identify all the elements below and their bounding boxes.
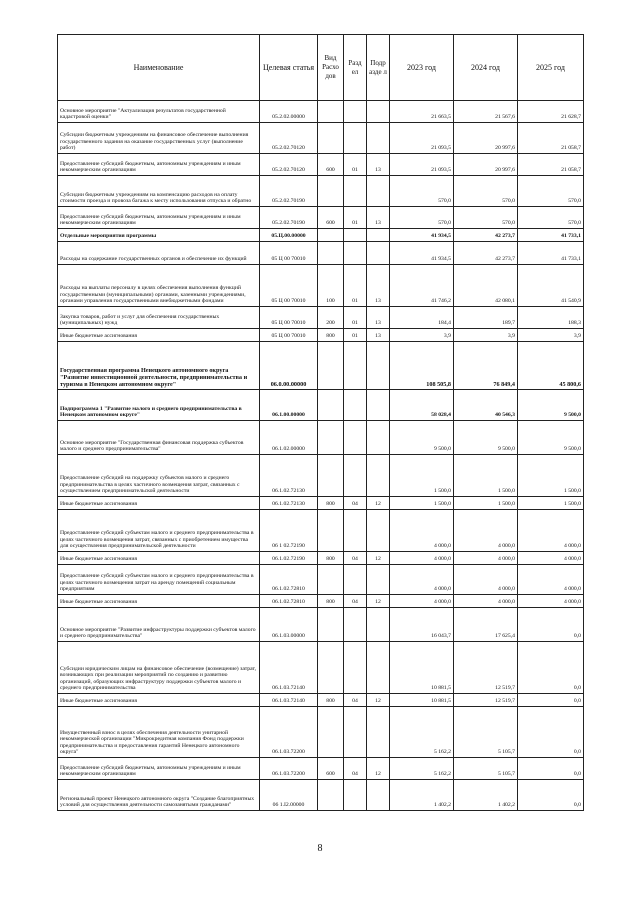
cell-code: 05.2.02.00000: [260, 101, 318, 123]
cell-code: 05.Ц.00.00000: [260, 229, 318, 242]
table-row: [58, 342, 584, 390]
cell-name: Предоставление субсидий на поддержку субъектов малого и среднего предпринимательства в целях частичного возмещения затрат, связанных с осуществлением предпринимательской деятельности: [58, 455, 260, 497]
cell-code: 05 Ц 00 70010: [260, 329, 318, 342]
cell-2023: 570,0: [390, 207, 454, 229]
cell-2025: 21 058,7: [518, 123, 584, 154]
cell-2025: 41 733,1: [518, 229, 584, 242]
cell-2024: 3,9: [454, 329, 518, 342]
cell-code: 05 Ц 00 70010: [260, 307, 318, 329]
cell-expense-type: 600: [318, 154, 344, 176]
cell-2023: 5 162,2: [390, 758, 454, 780]
cell-2023: 4 000,0: [390, 552, 454, 565]
cell-2025: 0,0: [518, 694, 584, 707]
cell-code: 05.2.02.70120: [260, 154, 318, 176]
cell-2023: 1 402,2: [390, 780, 454, 811]
cell-subsection: 13: [367, 307, 390, 329]
cell-2025: 0,0: [518, 758, 584, 780]
cell-section: [344, 565, 367, 595]
cell-section: [344, 510, 367, 552]
cell-expense-type: 800: [318, 552, 344, 565]
cell-expense-type: 600: [318, 758, 344, 780]
cell-subsection: [367, 242, 390, 265]
cell-subsection: 12: [367, 497, 390, 510]
cell-2024: 1 500,0: [454, 455, 518, 497]
cell-2025: 41 540,9: [518, 265, 584, 307]
cell-name: Иные бюджетные ассигнования: [58, 552, 260, 565]
cell-2024: 189,7: [454, 307, 518, 329]
cell-code: 06.1.00.00000: [260, 390, 318, 421]
cell-2023: 10 881,5: [390, 694, 454, 707]
cell-name: Субсидии бюджетным учреждениям на финансовое обеспечение выполнения государственного задания на оказание государственных услуг (выполнение работ): [58, 123, 260, 154]
cell-section: 01: [344, 154, 367, 176]
cell-code: 06.0.00.00000: [260, 342, 318, 390]
cell-2025: 4 000,0: [518, 510, 584, 552]
cell-2024: 42 273,7: [454, 242, 518, 265]
cell-section: 01: [344, 329, 367, 342]
cell-2025: 3,9: [518, 329, 584, 342]
cell-expense-type: [318, 229, 344, 242]
cell-name: Предоставление субсидий бюджетным, автономным учреждениям и иным некоммерческим организациям: [58, 207, 260, 229]
cell-2025: 0,0: [518, 642, 584, 694]
cell-2024: 4 000,0: [454, 595, 518, 608]
cell-code: 06.1.03.00000: [260, 608, 318, 642]
cell-2024: 5 105,7: [454, 707, 518, 758]
cell-expense-type: [318, 510, 344, 552]
budget-table: [57, 34, 584, 811]
cell-expense-type: [318, 780, 344, 811]
cell-2023: 4 000,0: [390, 510, 454, 552]
cell-code: 06 1 02.72190: [260, 510, 318, 552]
cell-2024: 570,0: [454, 207, 518, 229]
cell-section: [344, 123, 367, 154]
cell-code: 06.1.02.72810: [260, 565, 318, 595]
cell-expense-type: [318, 707, 344, 758]
cell-section: [344, 242, 367, 265]
table-row: [58, 780, 584, 811]
cell-2025: 21 058,7: [518, 154, 584, 176]
cell-expense-type: 200: [318, 307, 344, 329]
table-row: [58, 497, 584, 510]
cell-subsection: [367, 123, 390, 154]
cell-section: [344, 390, 367, 421]
cell-subsection: [367, 176, 390, 207]
cell-subsection: [367, 608, 390, 642]
cell-subsection: 12: [367, 595, 390, 608]
cell-2023: 108 505,8: [390, 342, 454, 390]
cell-subsection: [367, 510, 390, 552]
header-name: Наименование: [58, 35, 260, 101]
table-row: [58, 229, 584, 242]
cell-section: [344, 707, 367, 758]
cell-2024: 4 000,0: [454, 510, 518, 552]
cell-expense-type: [318, 123, 344, 154]
cell-2025: 4 000,0: [518, 552, 584, 565]
cell-2025: 0,0: [518, 707, 584, 758]
cell-code: 06.1.03.72140: [260, 642, 318, 694]
cell-expense-type: 800: [318, 497, 344, 510]
cell-name: Имущественный взнос в целях обеспечения деятельности унитарной некоммерческой организации "Микрокредитная компания Фонд поддержки предпринимательства и предоставления гарантий Ненецкого автономного округа": [58, 707, 260, 758]
cell-2025: 4 000,0: [518, 595, 584, 608]
cell-2025: 1 500,0: [518, 497, 584, 510]
cell-section: [344, 421, 367, 455]
cell-2023: 9 500,0: [390, 421, 454, 455]
cell-name: Иные бюджетные ассигнования: [58, 497, 260, 510]
table-row: [58, 608, 584, 642]
table-row: [58, 552, 584, 565]
cell-2023: 5 162,2: [390, 707, 454, 758]
cell-2024: 1 402,2: [454, 780, 518, 811]
cell-2025: 9 500,0: [518, 390, 584, 421]
cell-subsection: [367, 390, 390, 421]
cell-section: [344, 455, 367, 497]
table-row: [58, 694, 584, 707]
cell-section: [344, 229, 367, 242]
cell-2024: 17 625,4: [454, 608, 518, 642]
cell-subsection: 13: [367, 154, 390, 176]
cell-expense-type: [318, 101, 344, 123]
cell-section: [344, 642, 367, 694]
header-code: Целевая статья: [260, 35, 318, 101]
cell-subsection: [367, 101, 390, 123]
cell-name: Предоставление субсидий субъектам малого и среднего предпринимательства в целях частичного возмещения затрат на аренду помещений социальным предприятиям: [58, 565, 260, 595]
cell-subsection: [367, 342, 390, 390]
cell-expense-type: [318, 342, 344, 390]
table-row: [58, 707, 584, 758]
table-row: [58, 642, 584, 694]
cell-code: 06.1.02.72130: [260, 455, 318, 497]
cell-2025: 45 800,6: [518, 342, 584, 390]
cell-code: 05.2.02.70190: [260, 207, 318, 229]
cell-2024: 12 519,7: [454, 642, 518, 694]
cell-2024: 5 105,7: [454, 758, 518, 780]
cell-expense-type: [318, 242, 344, 265]
cell-2023: 41 934,5: [390, 242, 454, 265]
table-row: [58, 390, 584, 421]
cell-2024: 21 567,6: [454, 101, 518, 123]
cell-code: 05.2.02.70190: [260, 176, 318, 207]
cell-2025: 188,3: [518, 307, 584, 329]
cell-section: 04: [344, 694, 367, 707]
cell-subsection: 12: [367, 694, 390, 707]
cell-section: [344, 101, 367, 123]
cell-2025: 1 500,0: [518, 455, 584, 497]
cell-expense-type: [318, 455, 344, 497]
cell-code: 05 Ц 00 70010: [260, 265, 318, 307]
cell-2025: 21 628,7: [518, 101, 584, 123]
cell-subsection: [367, 421, 390, 455]
cell-subsection: [367, 707, 390, 758]
header-2023: 2023 год: [390, 35, 454, 101]
cell-2023: 10 881,5: [390, 642, 454, 694]
cell-2025: 570,0: [518, 176, 584, 207]
cell-2023: 4 000,0: [390, 595, 454, 608]
cell-code: 06 1.I2.00000: [260, 780, 318, 811]
cell-2024: 40 546,3: [454, 390, 518, 421]
cell-2023: 570,0: [390, 176, 454, 207]
cell-2025: 0,0: [518, 780, 584, 811]
table-row: [58, 455, 584, 497]
cell-section: 04: [344, 758, 367, 780]
table-row: [58, 265, 584, 307]
cell-code: 05 Ц 00 70010: [260, 242, 318, 265]
cell-2023: 16 043,7: [390, 608, 454, 642]
cell-name: Субсидии юридическим лицам на финансовое обеспечение (возмещение) затрат, возникающих при реализации мероприятий по созданию и развитию организаций, образующих инфраструктуру поддержки субъектов малого и среднего предпринимательства: [58, 642, 260, 694]
cell-subsection: [367, 780, 390, 811]
cell-2023: 4 000,0: [390, 565, 454, 595]
cell-2023: 58 028,4: [390, 390, 454, 421]
cell-expense-type: 800: [318, 694, 344, 707]
cell-name: Основное мероприятие "Актуализация результатов государственной кадастровой оценки": [58, 101, 260, 123]
cell-2023: 41 746,2: [390, 265, 454, 307]
cell-expense-type: [318, 390, 344, 421]
cell-code: 06.1.02.72130: [260, 497, 318, 510]
cell-name: Предоставление субсидий бюджетным, автономным учреждениям и иным некоммерческим организациям: [58, 758, 260, 780]
cell-2024: 570,0: [454, 176, 518, 207]
cell-name: Расходы на выплаты персоналу в целях обеспечения выполнения функций государственными (муниципальными) органами, казенными учреждениями, органами управления государственными внебюджетными фондами: [58, 265, 260, 307]
cell-subsection: 13: [367, 265, 390, 307]
cell-subsection: [367, 455, 390, 497]
cell-2024: 20 997,6: [454, 154, 518, 176]
header-subsection: Подр азде л: [367, 35, 390, 101]
page-number: 8: [317, 843, 323, 854]
cell-2025: 4 000,0: [518, 565, 584, 595]
cell-section: [344, 608, 367, 642]
cell-2023: 3,9: [390, 329, 454, 342]
cell-name: Отдельные мероприятия программы: [58, 229, 260, 242]
cell-code: 06.1.03.72200: [260, 707, 318, 758]
cell-2024: 12 519,7: [454, 694, 518, 707]
cell-name: Подпрограмма 1 "Развитие малого и среднего предпринимательства в Ненецком автономном округе": [58, 390, 260, 421]
cell-section: 04: [344, 497, 367, 510]
cell-2023: 41 934,5: [390, 229, 454, 242]
table-row: [58, 421, 584, 455]
cell-section: 04: [344, 552, 367, 565]
cell-name: Иные бюджетные ассигнования: [58, 694, 260, 707]
table-row: [58, 176, 584, 207]
cell-code: 05.2.02.70120: [260, 123, 318, 154]
cell-name: Иные бюджетные ассигнования: [58, 329, 260, 342]
cell-expense-type: [318, 608, 344, 642]
cell-subsection: [367, 642, 390, 694]
table-row: [58, 307, 584, 329]
cell-name: Расходы на содержание государственных органов и обеспечение их функций: [58, 242, 260, 265]
cell-section: 01: [344, 207, 367, 229]
cell-name: Субсидии бюджетным учреждениям на компенсацию расходов на оплату стоимости проезда и провоза багажа к месту использования отпуска и обратно: [58, 176, 260, 207]
cell-expense-type: [318, 565, 344, 595]
cell-2024: 20 997,6: [454, 123, 518, 154]
cell-expense-type: 600: [318, 207, 344, 229]
cell-subsection: 12: [367, 758, 390, 780]
cell-subsection: [367, 565, 390, 595]
cell-2023: 21 093,5: [390, 154, 454, 176]
cell-subsection: [367, 229, 390, 242]
table-row: [58, 207, 584, 229]
cell-code: 06.1.02.00000: [260, 421, 318, 455]
cell-section: 04: [344, 595, 367, 608]
cell-code: 06.1.03.72200: [260, 758, 318, 780]
cell-name: Предоставление субсидий субъектам малого и среднего предпринимательства в целях частичного возмещения затрат, связанных с приобретением имущества для осуществления предпринимательской деятельности: [58, 510, 260, 552]
table-row: [58, 101, 584, 123]
cell-name: Предоставление субсидий бюджетным, автономным учреждениям и иным некоммерческим организациям: [58, 154, 260, 176]
cell-expense-type: [318, 421, 344, 455]
cell-subsection: 13: [367, 329, 390, 342]
cell-code: 06.1.02.72190: [260, 552, 318, 565]
cell-2023: 21 663,5: [390, 101, 454, 123]
cell-name: Закупка товаров, работ и услуг для обеспечения государственных (муниципальных) нужд: [58, 307, 260, 329]
cell-code: 06.1.02.72810: [260, 595, 318, 608]
cell-expense-type: [318, 642, 344, 694]
table-row: [58, 242, 584, 265]
cell-2025: 570,0: [518, 207, 584, 229]
cell-section: [344, 780, 367, 811]
table-row: [58, 758, 584, 780]
cell-expense-type: 800: [318, 329, 344, 342]
cell-expense-type: [318, 176, 344, 207]
cell-2024: 4 000,0: [454, 565, 518, 595]
cell-name: Региональный проект Ненецкого автономного округа "Создание благоприятных условий для осуществления деятельности самозанятыми гражданами": [58, 780, 260, 811]
cell-2024: 76 849,4: [454, 342, 518, 390]
cell-section: [344, 176, 367, 207]
table-row: [58, 565, 584, 595]
table-row: [58, 123, 584, 154]
cell-expense-type: 100: [318, 265, 344, 307]
cell-name: Государственная программа Ненецкого автономного округа "Развитие инвестиционной деятельности, предпринимательства и туризма в Ненецком автономном округе": [58, 342, 260, 390]
cell-expense-type: 800: [318, 595, 344, 608]
table-row: [58, 154, 584, 176]
cell-2025: 0,0: [518, 608, 584, 642]
cell-section: [344, 342, 367, 390]
table-row: [58, 329, 584, 342]
cell-name: Основное мероприятие "Государственная финансовая поддержка субъектов малого и среднего предпринимательства": [58, 421, 260, 455]
cell-2023: 1 500,0: [390, 497, 454, 510]
table-row: [58, 595, 584, 608]
header-section: Разд ел: [344, 35, 367, 101]
cell-name: Иные бюджетные ассигнования: [58, 595, 260, 608]
cell-2024: 42 080,1: [454, 265, 518, 307]
cell-name: Основное мероприятие "Развитие инфраструктуры поддержки субъектов малого и среднего предпринимательства": [58, 608, 260, 642]
header-2024: 2024 год: [454, 35, 518, 101]
table-body: [58, 101, 584, 811]
cell-2023: 184,4: [390, 307, 454, 329]
cell-2023: 21 093,5: [390, 123, 454, 154]
cell-subsection: 13: [367, 207, 390, 229]
cell-2023: 1 500,0: [390, 455, 454, 497]
table-header-row: [58, 35, 584, 101]
cell-section: 01: [344, 307, 367, 329]
table-row: [58, 510, 584, 552]
cell-subsection: 12: [367, 552, 390, 565]
header-2025: 2025 год: [518, 35, 584, 101]
cell-2024: 1 500,0: [454, 497, 518, 510]
cell-code: 06.1.03.72140: [260, 694, 318, 707]
header-type: Вид Расхо дов: [318, 35, 344, 101]
cell-2024: 9 500,0: [454, 421, 518, 455]
cell-2025: 9 500,0: [518, 421, 584, 455]
cell-2024: 42 273,7: [454, 229, 518, 242]
cell-2024: 4 000,0: [454, 552, 518, 565]
cell-2025: 41 733,1: [518, 242, 584, 265]
cell-section: 01: [344, 265, 367, 307]
